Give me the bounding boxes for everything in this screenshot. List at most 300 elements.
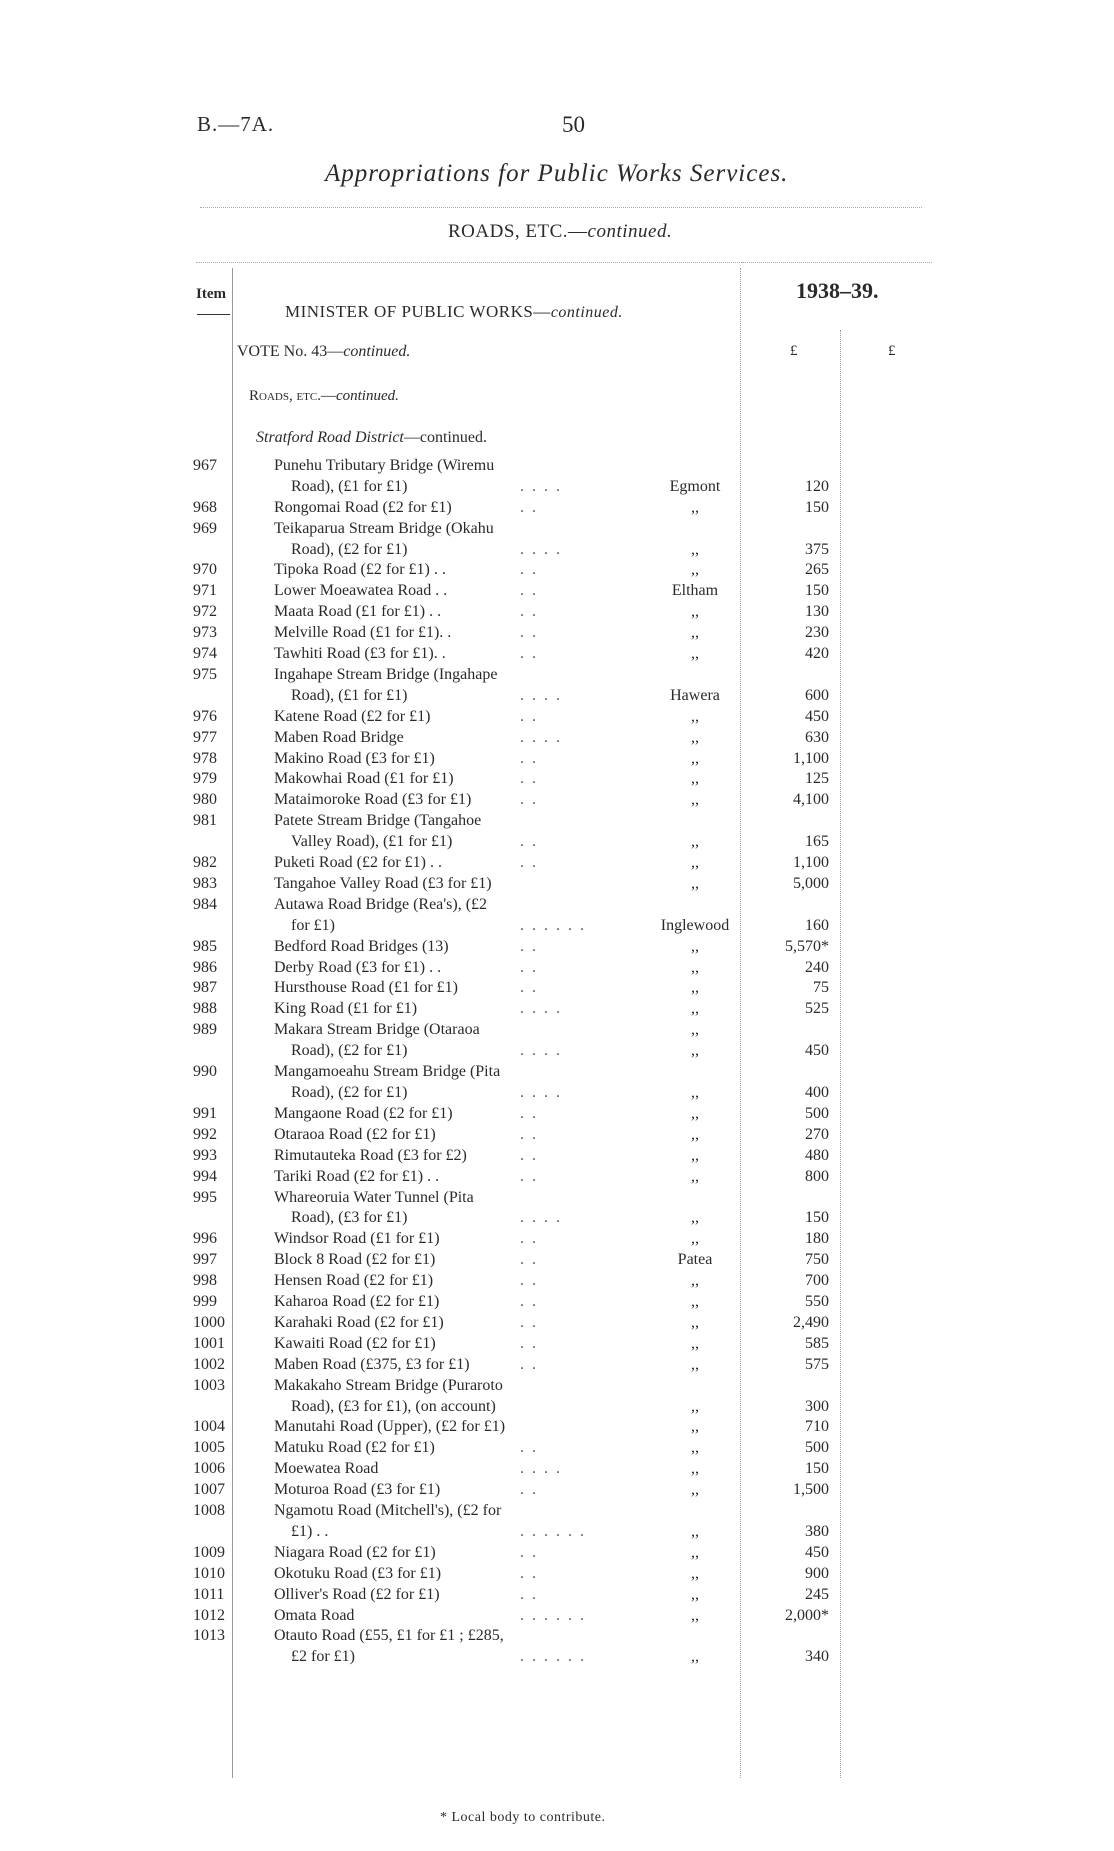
location-name: ,, <box>691 729 699 746</box>
item-number: 998 <box>193 1272 217 1289</box>
amount-value: 585 <box>805 1335 829 1352</box>
location-name: Inglewood <box>660 917 730 934</box>
item-description: £1) . . <box>291 1523 329 1540</box>
item-header-underline <box>197 314 230 315</box>
vote-text: VOTE No. 43— <box>237 343 344 360</box>
table-row <box>0 1398 1114 1418</box>
item-number: 1001 <box>193 1335 225 1352</box>
table-row <box>0 499 1114 519</box>
page-number: 50 <box>562 112 585 137</box>
item-number: 982 <box>193 854 217 871</box>
item-description: Rongomai Road (£2 for £1) <box>274 499 452 516</box>
item-description: Road), (£3 for £1), (on account) <box>291 1398 496 1415</box>
item-description: Tawhiti Road (£3 for £1). . <box>274 645 446 662</box>
leader-dots: . . <box>520 1565 538 1582</box>
pound-symbol-column-2: £ <box>888 343 896 359</box>
leader-dots: . . . . . . <box>520 1523 586 1540</box>
section-title-continued: continued. <box>587 221 673 242</box>
item-description: £2 for £1) <box>291 1648 355 1665</box>
amount-value: 130 <box>805 603 829 620</box>
table-row <box>0 770 1114 790</box>
leader-dots: . . <box>520 1439 538 1456</box>
item-number: 1010 <box>193 1565 225 1582</box>
table-row <box>0 1084 1114 1104</box>
amount-value: 150 <box>805 499 829 516</box>
leader-dots: . . . . <box>520 1460 562 1477</box>
location-name: Egmont <box>669 478 721 495</box>
location-name: ,, <box>691 979 699 996</box>
amount-value: 750 <box>805 1251 829 1268</box>
leader-dots: . . <box>520 979 538 996</box>
table-row <box>0 1293 1114 1313</box>
leader-dots: . . . . <box>520 729 562 746</box>
amount-value: 165 <box>805 833 829 850</box>
item-number: 989 <box>193 1021 217 1038</box>
item-number: 968 <box>193 499 217 516</box>
location-name: Eltham <box>671 582 719 599</box>
vote-line <box>237 343 410 361</box>
item-description: Whareoruia Water Tunnel (Pita <box>274 1189 474 1206</box>
item-description: Kawaiti Road (£2 for £1) <box>274 1335 436 1352</box>
item-description: Road), (£2 for £1) <box>291 541 408 558</box>
amount-value: 4,100 <box>793 791 829 808</box>
section-title-text: ROADS, ETC.— <box>448 221 588 242</box>
amount-value: 270 <box>805 1126 829 1143</box>
amount-value: 500 <box>805 1105 829 1122</box>
location-name: ,, <box>691 1481 699 1498</box>
item-description: Tangahoe Valley Road (£3 for £1) <box>274 875 492 892</box>
item-description: Bedford Road Bridges (13) <box>274 938 449 955</box>
amount-value: 125 <box>805 770 829 787</box>
location-name: ,, <box>691 1084 699 1101</box>
item-number: 973 <box>193 624 217 641</box>
table-row <box>0 1230 1114 1250</box>
location-name: ,, <box>691 1000 699 1017</box>
amount-value: 265 <box>805 561 829 578</box>
location-name: ,, <box>691 1168 699 1185</box>
leader-dots: . . <box>520 603 538 620</box>
leader-dots: . . <box>520 624 538 641</box>
leader-dots: . . <box>520 582 538 599</box>
amount-value: 2,490 <box>793 1314 829 1331</box>
location-name: ,, <box>691 1126 699 1143</box>
amount-value: 160 <box>805 917 829 934</box>
amount-value: 900 <box>805 1565 829 1582</box>
item-description: Mataimoroke Road (£3 for £1) <box>274 791 472 808</box>
item-number: 1006 <box>193 1460 225 1477</box>
leader-dots: . . <box>520 833 538 850</box>
table-row <box>0 896 1114 916</box>
amount-value: 1,500 <box>793 1481 829 1498</box>
table-row <box>0 979 1114 999</box>
item-number: 996 <box>193 1230 217 1247</box>
roads-subheading <box>249 388 399 405</box>
amount-value: 120 <box>805 478 829 495</box>
location-name: ,, <box>691 561 699 578</box>
item-number: 984 <box>193 896 217 913</box>
item-description: Olliver's Road (£2 for £1) <box>274 1586 440 1603</box>
location-name: ,, <box>691 1565 699 1582</box>
leader-dots: . . <box>520 1335 538 1352</box>
amount-value: 75 <box>813 979 829 996</box>
item-number: 980 <box>193 791 217 808</box>
amount-value: 245 <box>805 1586 829 1603</box>
item-description: Derby Road (£3 for £1) . . <box>274 959 442 976</box>
location-name: ,, <box>691 1648 699 1665</box>
table-row <box>0 1544 1114 1564</box>
location-name: ,, <box>691 833 699 850</box>
amount-value: 550 <box>805 1293 829 1310</box>
table-row <box>0 624 1114 644</box>
item-description: Makino Road (£3 for £1) <box>274 750 435 767</box>
pound-symbol-column-1: £ <box>790 343 798 359</box>
table-row <box>0 1105 1114 1125</box>
item-description: Autawa Road Bridge (Rea's), (£2 <box>274 896 488 913</box>
leader-dots: . . <box>520 1105 538 1122</box>
amount-value: 2,000* <box>785 1607 829 1624</box>
amount-value: 480 <box>805 1147 829 1164</box>
item-description: Otaraoa Road (£2 for £1) <box>274 1126 436 1143</box>
location-name: ,, <box>691 770 699 787</box>
item-description: Lower Moeawatea Road . . <box>274 582 448 599</box>
table-row <box>0 561 1114 581</box>
table-row <box>0 478 1114 498</box>
amount-value: 500 <box>805 1439 829 1456</box>
item-number: 985 <box>193 938 217 955</box>
item-number: 990 <box>193 1063 217 1080</box>
leader-dots: . . . . <box>520 1042 562 1059</box>
table-row <box>0 1607 1114 1627</box>
location-name: ,, <box>691 1544 699 1561</box>
table-row <box>0 582 1114 602</box>
table-row <box>0 541 1114 561</box>
item-number: 975 <box>193 666 217 683</box>
footnote: * Local body to contribute. <box>440 1810 606 1825</box>
leader-dots: . . <box>520 1251 538 1268</box>
table-row <box>0 457 1114 477</box>
leader-dots: . . <box>520 561 538 578</box>
item-description: Mangamoeahu Stream Bridge (Pita <box>274 1063 501 1080</box>
leader-dots: . . . . <box>520 1084 562 1101</box>
amount-value: 630 <box>805 729 829 746</box>
table-row <box>0 1502 1114 1522</box>
item-description: Melville Road (£1 for £1). . <box>274 624 452 641</box>
location-name: ,, <box>691 1439 699 1456</box>
table-row <box>0 833 1114 853</box>
table-row <box>0 1209 1114 1229</box>
amount-value: 5,570* <box>785 938 829 955</box>
item-number: 1005 <box>193 1439 225 1456</box>
amount-value: 450 <box>805 1042 829 1059</box>
location-name: ,, <box>691 1398 699 1415</box>
amount-value: 180 <box>805 1230 829 1247</box>
item-description: Tipoka Road (£2 for £1) . . <box>274 561 446 578</box>
item-number: 993 <box>193 1147 217 1164</box>
location-name: ,, <box>691 645 699 662</box>
item-description: Kaharoa Road (£2 for £1) <box>274 1293 440 1310</box>
location-name: ,, <box>691 1523 699 1540</box>
leader-dots: . . <box>520 791 538 808</box>
leader-dots: . . <box>520 1314 538 1331</box>
item-number: 991 <box>193 1105 217 1122</box>
table-row <box>0 687 1114 707</box>
vote-continued: continued. <box>343 343 411 360</box>
district-name: Stratford Road District <box>256 429 404 446</box>
location-name: ,, <box>691 1607 699 1624</box>
item-number: 1009 <box>193 1544 225 1561</box>
table-row <box>0 1168 1114 1188</box>
location-name: ,, <box>691 1293 699 1310</box>
item-number: 983 <box>193 875 217 892</box>
item-number: 999 <box>193 1293 217 1310</box>
location-name: ,, <box>691 938 699 955</box>
amount-value: 150 <box>805 1460 829 1477</box>
leader-dots: . . <box>520 708 538 725</box>
table-row <box>0 1063 1114 1083</box>
amount-value: 230 <box>805 624 829 641</box>
item-number: 997 <box>193 1251 217 1268</box>
item-number: 1008 <box>193 1502 225 1519</box>
leader-dots: . . . . . . <box>520 917 586 934</box>
item-description: Hursthouse Road (£1 for £1) <box>274 979 458 996</box>
item-number: 994 <box>193 1168 217 1185</box>
table-row <box>0 520 1114 540</box>
leader-dots: . . <box>520 1147 538 1164</box>
location-name: ,, <box>691 1209 699 1226</box>
location-name: ,, <box>691 1272 699 1289</box>
table-row <box>0 1042 1114 1062</box>
table-row <box>0 1460 1114 1480</box>
table-row <box>0 1272 1114 1292</box>
item-description: Ingahape Stream Bridge (Ingahape <box>274 666 498 683</box>
item-description: Karahaki Road (£2 for £1) <box>274 1314 444 1331</box>
table-row <box>0 854 1114 874</box>
roads-subheading-continued: continued. <box>335 388 399 404</box>
leader-dots: . . . . . . <box>520 1648 586 1665</box>
table-row <box>0 1377 1114 1397</box>
location-name: ,, <box>691 1105 699 1122</box>
item-description: Makowhai Road (£1 for £1) <box>274 770 454 787</box>
location-name: ,, <box>691 624 699 641</box>
table-row <box>0 750 1114 770</box>
location-name: Hawera <box>670 687 720 704</box>
item-description: Katene Road (£2 for £1) <box>274 708 431 725</box>
amount-value: 375 <box>805 541 829 558</box>
item-number: 987 <box>193 979 217 996</box>
item-column-header: Item <box>196 286 226 302</box>
item-description: Punehu Tributary Bridge (Wiremu <box>274 457 495 474</box>
amount-value: 600 <box>805 687 829 704</box>
table-row <box>0 645 1114 665</box>
item-number: 1002 <box>193 1356 225 1373</box>
title-rule <box>200 207 922 208</box>
table-row <box>0 1126 1114 1146</box>
table-row <box>0 1189 1114 1209</box>
page-title: Appropriations for Public Works Services. <box>325 160 789 187</box>
location-name: ,, <box>691 854 699 871</box>
location-name: ,, <box>691 1356 699 1373</box>
item-description: Block 8 Road (£2 for £1) <box>274 1251 436 1268</box>
amount-value: 300 <box>805 1398 829 1415</box>
leader-dots: . . <box>520 1126 538 1143</box>
leader-dots: . . <box>520 499 538 516</box>
item-number: 979 <box>193 770 217 787</box>
table-row <box>0 729 1114 749</box>
amount-value: 150 <box>805 582 829 599</box>
leader-dots: . . . . <box>520 478 562 495</box>
item-description: Maben Road (£375, £3 for £1) <box>274 1356 470 1373</box>
table-row <box>0 1251 1114 1271</box>
item-number: 1012 <box>193 1607 225 1624</box>
section-title <box>448 221 672 243</box>
amount-value: 380 <box>805 1523 829 1540</box>
item-description: Valley Road), (£1 for £1) <box>291 833 453 850</box>
table-row <box>0 1648 1114 1668</box>
table-row <box>0 1565 1114 1585</box>
table-row <box>0 917 1114 937</box>
item-description: Mangaone Road (£2 for £1) <box>274 1105 453 1122</box>
item-number: 992 <box>193 1126 217 1143</box>
item-description: Tariki Road (£2 for £1) . . <box>274 1168 440 1185</box>
table-row <box>0 1439 1114 1459</box>
leader-dots: . . <box>520 1356 538 1373</box>
item-description: Puketi Road (£2 for £1) . . <box>274 854 442 871</box>
location-name: Patea <box>677 1251 713 1268</box>
item-number: 967 <box>193 457 217 474</box>
amount-value: 575 <box>805 1356 829 1373</box>
table-row <box>0 1335 1114 1355</box>
location-name: ,, <box>691 959 699 976</box>
item-description: Makakaho Stream Bridge (Puraroto <box>274 1377 503 1394</box>
table-row <box>0 1523 1114 1543</box>
table-row <box>0 1586 1114 1606</box>
table-row <box>0 1356 1114 1376</box>
item-description: Matuku Road (£2 for £1) <box>274 1439 435 1456</box>
item-description: Road), (£1 for £1) <box>291 478 408 495</box>
table-row <box>0 791 1114 811</box>
item-description: for £1) <box>291 917 335 934</box>
item-number: 974 <box>193 645 217 662</box>
amount-value: 525 <box>805 1000 829 1017</box>
amount-value: 1,100 <box>793 854 829 871</box>
leader-dots: . . <box>520 1544 538 1561</box>
table-row <box>0 1021 1114 1041</box>
location-name: ,, <box>691 1586 699 1603</box>
item-number: 969 <box>193 520 217 537</box>
item-description: Manutahi Road (Upper), (£2 for £1) <box>274 1418 506 1435</box>
item-description: King Road (£1 for £1) <box>274 1000 418 1017</box>
leader-dots: . . . . <box>520 541 562 558</box>
item-description: Road), (£1 for £1) <box>291 687 408 704</box>
table-row <box>0 1147 1114 1167</box>
amount-value: 450 <box>805 1544 829 1561</box>
location-name: ,, <box>691 1460 699 1477</box>
table-row <box>0 1627 1114 1647</box>
leader-dots: . . <box>520 854 538 871</box>
leader-dots: . . . . <box>520 1209 562 1226</box>
table-row <box>0 938 1114 958</box>
item-number: 1011 <box>193 1586 225 1603</box>
item-number: 972 <box>193 603 217 620</box>
item-number: 995 <box>193 1189 217 1206</box>
table-row <box>0 1000 1114 1020</box>
amount-value: 420 <box>805 645 829 662</box>
item-description: Road), (£3 for £1) <box>291 1209 408 1226</box>
item-number: 986 <box>193 959 217 976</box>
table-row <box>0 1418 1114 1438</box>
item-number: 1003 <box>193 1377 225 1394</box>
location-name: ,, <box>691 708 699 725</box>
location-name: ,, <box>691 603 699 620</box>
item-number: 988 <box>193 1000 217 1017</box>
item-number: 1004 <box>193 1418 225 1435</box>
leader-dots: . . <box>520 938 538 955</box>
item-description: Omata Road <box>274 1607 355 1624</box>
district-subheading <box>256 429 487 447</box>
item-description: Patete Stream Bridge (Tangahoe <box>274 812 482 829</box>
document-code: B.—7A. <box>197 112 275 136</box>
location-name: ,, <box>691 1147 699 1164</box>
amount-value: 240 <box>805 959 829 976</box>
location-name: ,, <box>691 499 699 516</box>
ministry-header-continued: continued. <box>550 304 623 321</box>
year-header: 1938–39. <box>796 278 879 303</box>
roads-subheading-text: Roads, etc.— <box>249 388 336 404</box>
leader-dots: . . . . . . <box>520 1607 586 1624</box>
amount-value: 800 <box>805 1168 829 1185</box>
item-number: 970 <box>193 561 217 578</box>
table-row <box>0 959 1114 979</box>
amount-value: 400 <box>805 1084 829 1101</box>
item-description: Rimutauteka Road (£3 for £2) <box>274 1147 467 1164</box>
item-description: Hensen Road (£2 for £1) <box>274 1272 434 1289</box>
table-row <box>0 708 1114 728</box>
item-description: Moturoa Road (£3 for £1) <box>274 1481 441 1498</box>
item-number: 981 <box>193 812 217 829</box>
ministry-header-text: MINISTER OF PUBLIC WORKS— <box>285 302 551 321</box>
table-row <box>0 603 1114 623</box>
location-name: ,, <box>691 541 699 558</box>
amount-value: 710 <box>805 1418 829 1435</box>
leader-dots: . . <box>520 1168 538 1185</box>
leader-dots: . . <box>520 1481 538 1498</box>
table-row <box>0 1314 1114 1334</box>
location-name: ,, <box>691 1335 699 1352</box>
leader-dots: . . <box>520 1586 538 1603</box>
location-name: ,, <box>691 875 699 892</box>
amount-value: 150 <box>805 1209 829 1226</box>
leader-dots: . . <box>520 750 538 767</box>
location-name: ,, <box>691 1418 699 1435</box>
amount-value: 450 <box>805 708 829 725</box>
item-number: 1007 <box>193 1481 225 1498</box>
location-name: ,, <box>691 1042 699 1059</box>
location-name: ,, <box>691 750 699 767</box>
leader-dots: . . <box>520 959 538 976</box>
table-row <box>0 875 1114 895</box>
item-number: 1000 <box>193 1314 225 1331</box>
table-row <box>0 812 1114 832</box>
amount-value: 340 <box>805 1648 829 1665</box>
item-number: 976 <box>193 708 217 725</box>
location-name: ,, <box>691 1314 699 1331</box>
leader-dots: . . . . <box>520 1000 562 1017</box>
item-description: Makara Stream Bridge (Otaraoa <box>274 1021 480 1038</box>
leader-dots: . . <box>520 1272 538 1289</box>
leader-dots: . . <box>520 645 538 662</box>
item-description: Teikaparua Stream Bridge (Okahu <box>274 520 494 537</box>
item-number: 1013 <box>193 1627 225 1644</box>
